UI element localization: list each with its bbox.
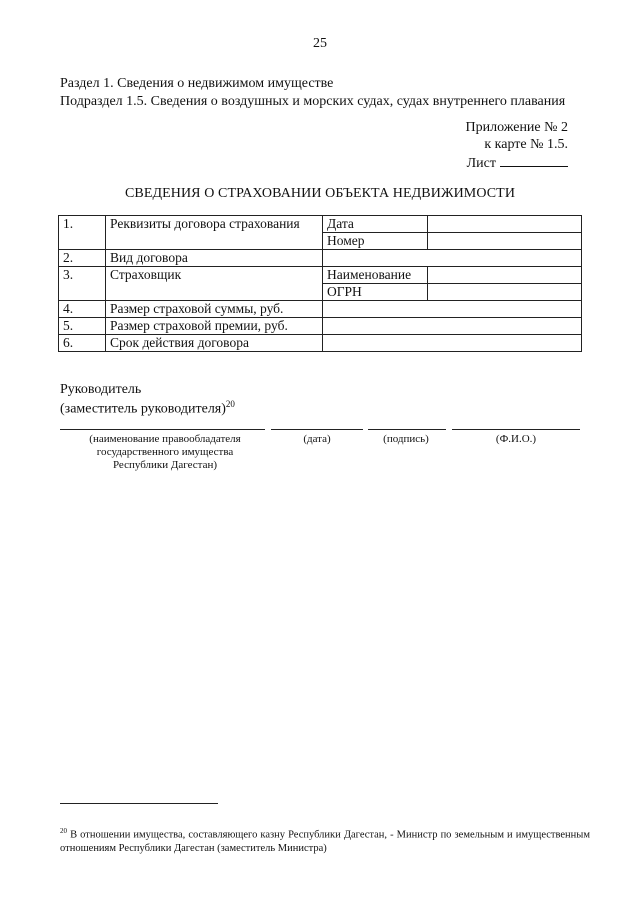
row-number: 2. [59,250,106,267]
value-cell [323,301,582,318]
footnote-marker: 20 [60,827,67,835]
row-number: 3. [59,267,106,301]
value-cell [323,318,582,335]
row-label: Срок действия договора [106,335,323,352]
sub-label: Наименование [323,267,428,284]
row-label: Размер страховой премии, руб. [106,318,323,335]
signer-deputy-text: (заместитель руководителя) [60,401,226,417]
fio-line [452,429,580,430]
signature-caption: (подпись) [383,433,429,445]
sheet-label: Лист [466,156,496,171]
table-row [59,318,582,335]
signer-title: Руководитель [60,382,142,397]
subsection-heading: Подраздел 1.5. Сведения о воздушных и морских судах, судах внутреннего плавания [60,94,566,109]
signer-deputy [60,399,235,418]
appendix-sheet [467,154,568,172]
table-row [59,335,582,352]
table-row [59,301,582,318]
sheet-number-blank [500,154,568,167]
section-heading: Раздел 1. Сведения о недвижимом имуществе [60,76,334,91]
owner-name-line [60,429,265,430]
owner-caption-line2: государственного имущества [96,446,234,458]
footnote-text: В отношении имущества, составляющего казну Республики Дагестан, - Министр по земельным и имущественным отношениям Республики Дагестан (заместитель Министра) [60,829,590,854]
footnote-ref: 20 [225,399,235,409]
sub-label: ОГРН [323,284,428,301]
value-cell [428,267,582,284]
row-number: 5. [59,318,106,335]
row-label: Реквизиты договора страхования [106,216,323,250]
row-number: 1. [59,216,106,250]
table-row [59,216,582,233]
document-title: СВЕДЕНИЯ О СТРАХОВАНИИ ОБЪЕКТА НЕДВИЖИМОСТИ [124,186,516,201]
row-label: Размер страховой суммы, руб. [106,301,323,318]
table-row [59,267,582,284]
fio-caption: (Ф.И.О.) [495,433,537,445]
row-number: 6. [59,335,106,352]
row-label: Вид договора [106,250,323,267]
sub-label: Дата [323,216,428,233]
row-number: 4. [59,301,106,318]
footnote-divider [60,803,218,804]
footnote [60,825,590,855]
owner-caption-line3: Республики Дагестан) [112,459,218,471]
sub-label: Номер [323,233,428,250]
value-cell [323,250,582,267]
row-label: Страховщик [106,267,323,301]
signature-line [368,429,446,430]
value-cell [428,216,582,233]
owner-caption-line1: (наименование правообладателя [89,433,241,445]
value-cell [323,335,582,352]
date-line [271,429,363,430]
appendix-card-ref: к карте № 1.5. [484,137,568,152]
insurance-table [58,215,582,352]
date-caption: (дата) [303,433,331,445]
value-cell [428,233,582,250]
appendix-number: Приложение № 2 [465,120,568,135]
value-cell [428,284,582,301]
table-row [59,250,582,267]
page-number: 25 [313,36,327,51]
owner-caption [60,433,270,472]
